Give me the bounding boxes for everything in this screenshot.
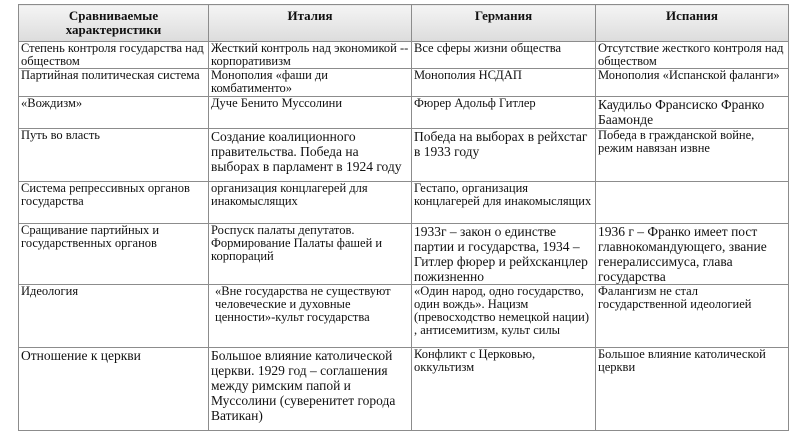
italy-cell: Монополия «фаши ди комбатименто»: [209, 69, 412, 97]
germany-cell: «Один народ, одно государство, один вождь». Нацизм (превосходство немецкой нации) , антисемитизм, культ силы: [412, 285, 596, 348]
criterion-cell: Степень контроля государства над обществом: [19, 42, 209, 69]
table-row: [19, 285, 789, 348]
italy-cell: Дуче Бенито Муссолини: [209, 97, 412, 129]
table-row: [19, 97, 789, 129]
germany-cell: Гестапо, организация концлагерей для инакомыслящих: [412, 182, 596, 224]
header-spain: Испания: [596, 5, 789, 42]
criterion-cell: Отношение к церкви: [19, 348, 209, 431]
criterion-cell: Идеология: [19, 285, 209, 348]
table-row: [19, 182, 789, 224]
spain-cell: Большое влияние католической церкви: [596, 348, 789, 431]
italy-cell: «Вне государства не существуют человеческие и духовные ценности»-культ государства: [209, 285, 412, 348]
spain-cell: 1936 г – Франко имеет пост главнокомандующего, звание генералиссимуса, глава государства: [596, 224, 789, 285]
header-germany: Германия: [412, 5, 596, 42]
table-row: [19, 348, 789, 431]
italy-cell: Жесткий контроль над экономикой -- корпоративизм: [209, 42, 412, 69]
germany-cell: 1933г – закон о единстве партии и государства, 1934 – Гитлер фюрер и рейхсканцлер пожизненно: [412, 224, 596, 285]
spain-cell: Каудильо Франсиско Франко Баамонде: [596, 97, 789, 129]
italy-cell: Роспуск палаты депутатов. Формирование Палаты фашей и корпораций: [209, 224, 412, 285]
spain-cell: Фалангизм не стал государственной идеологией: [596, 285, 789, 348]
italy-cell: Создание коалиционного правительства. Победа на выборах в парламент в 1924 году: [209, 129, 412, 182]
spain-cell: Отсутствие жесткого контроля над обществом: [596, 42, 789, 69]
spain-cell: Победа в гражданской войне, режим навязан извне: [596, 129, 789, 182]
spain-cell: Монополия «Испанской фаланги»: [596, 69, 789, 97]
germany-cell: Все сферы жизни общества: [412, 42, 596, 69]
header-italy: Италия: [209, 5, 412, 42]
header-row: [19, 5, 789, 42]
italy-cell: организация концлагерей для инакомыслящих: [209, 182, 412, 224]
spain-cell: [596, 182, 789, 224]
germany-cell: Фюрер Адольф Гитлер: [412, 97, 596, 129]
header-criteria: Сравниваемые характеристики: [19, 5, 209, 42]
criterion-cell: «Вождизм»: [19, 97, 209, 129]
germany-cell: Победа на выборах в рейхстаг в 1933 году: [412, 129, 596, 182]
comparison-table: [18, 4, 789, 431]
table-row: [19, 69, 789, 97]
table-row: [19, 42, 789, 69]
italy-cell: Большое влияние католической церкви. 1929 год – соглашения между римским папой и Муссолини (суверенитет города Ватикан): [209, 348, 412, 431]
table-row: [19, 224, 789, 285]
criterion-cell: Партийная политическая система: [19, 69, 209, 97]
table-row: [19, 129, 789, 182]
criterion-cell: Система репрессивных органов государства: [19, 182, 209, 224]
criterion-cell: Путь во власть: [19, 129, 209, 182]
germany-cell: Монополия НСДАП: [412, 69, 596, 97]
criterion-cell: Сращивание партийных и государственных органов: [19, 224, 209, 285]
germany-cell: Конфликт с Церковью, оккультизм: [412, 348, 596, 431]
